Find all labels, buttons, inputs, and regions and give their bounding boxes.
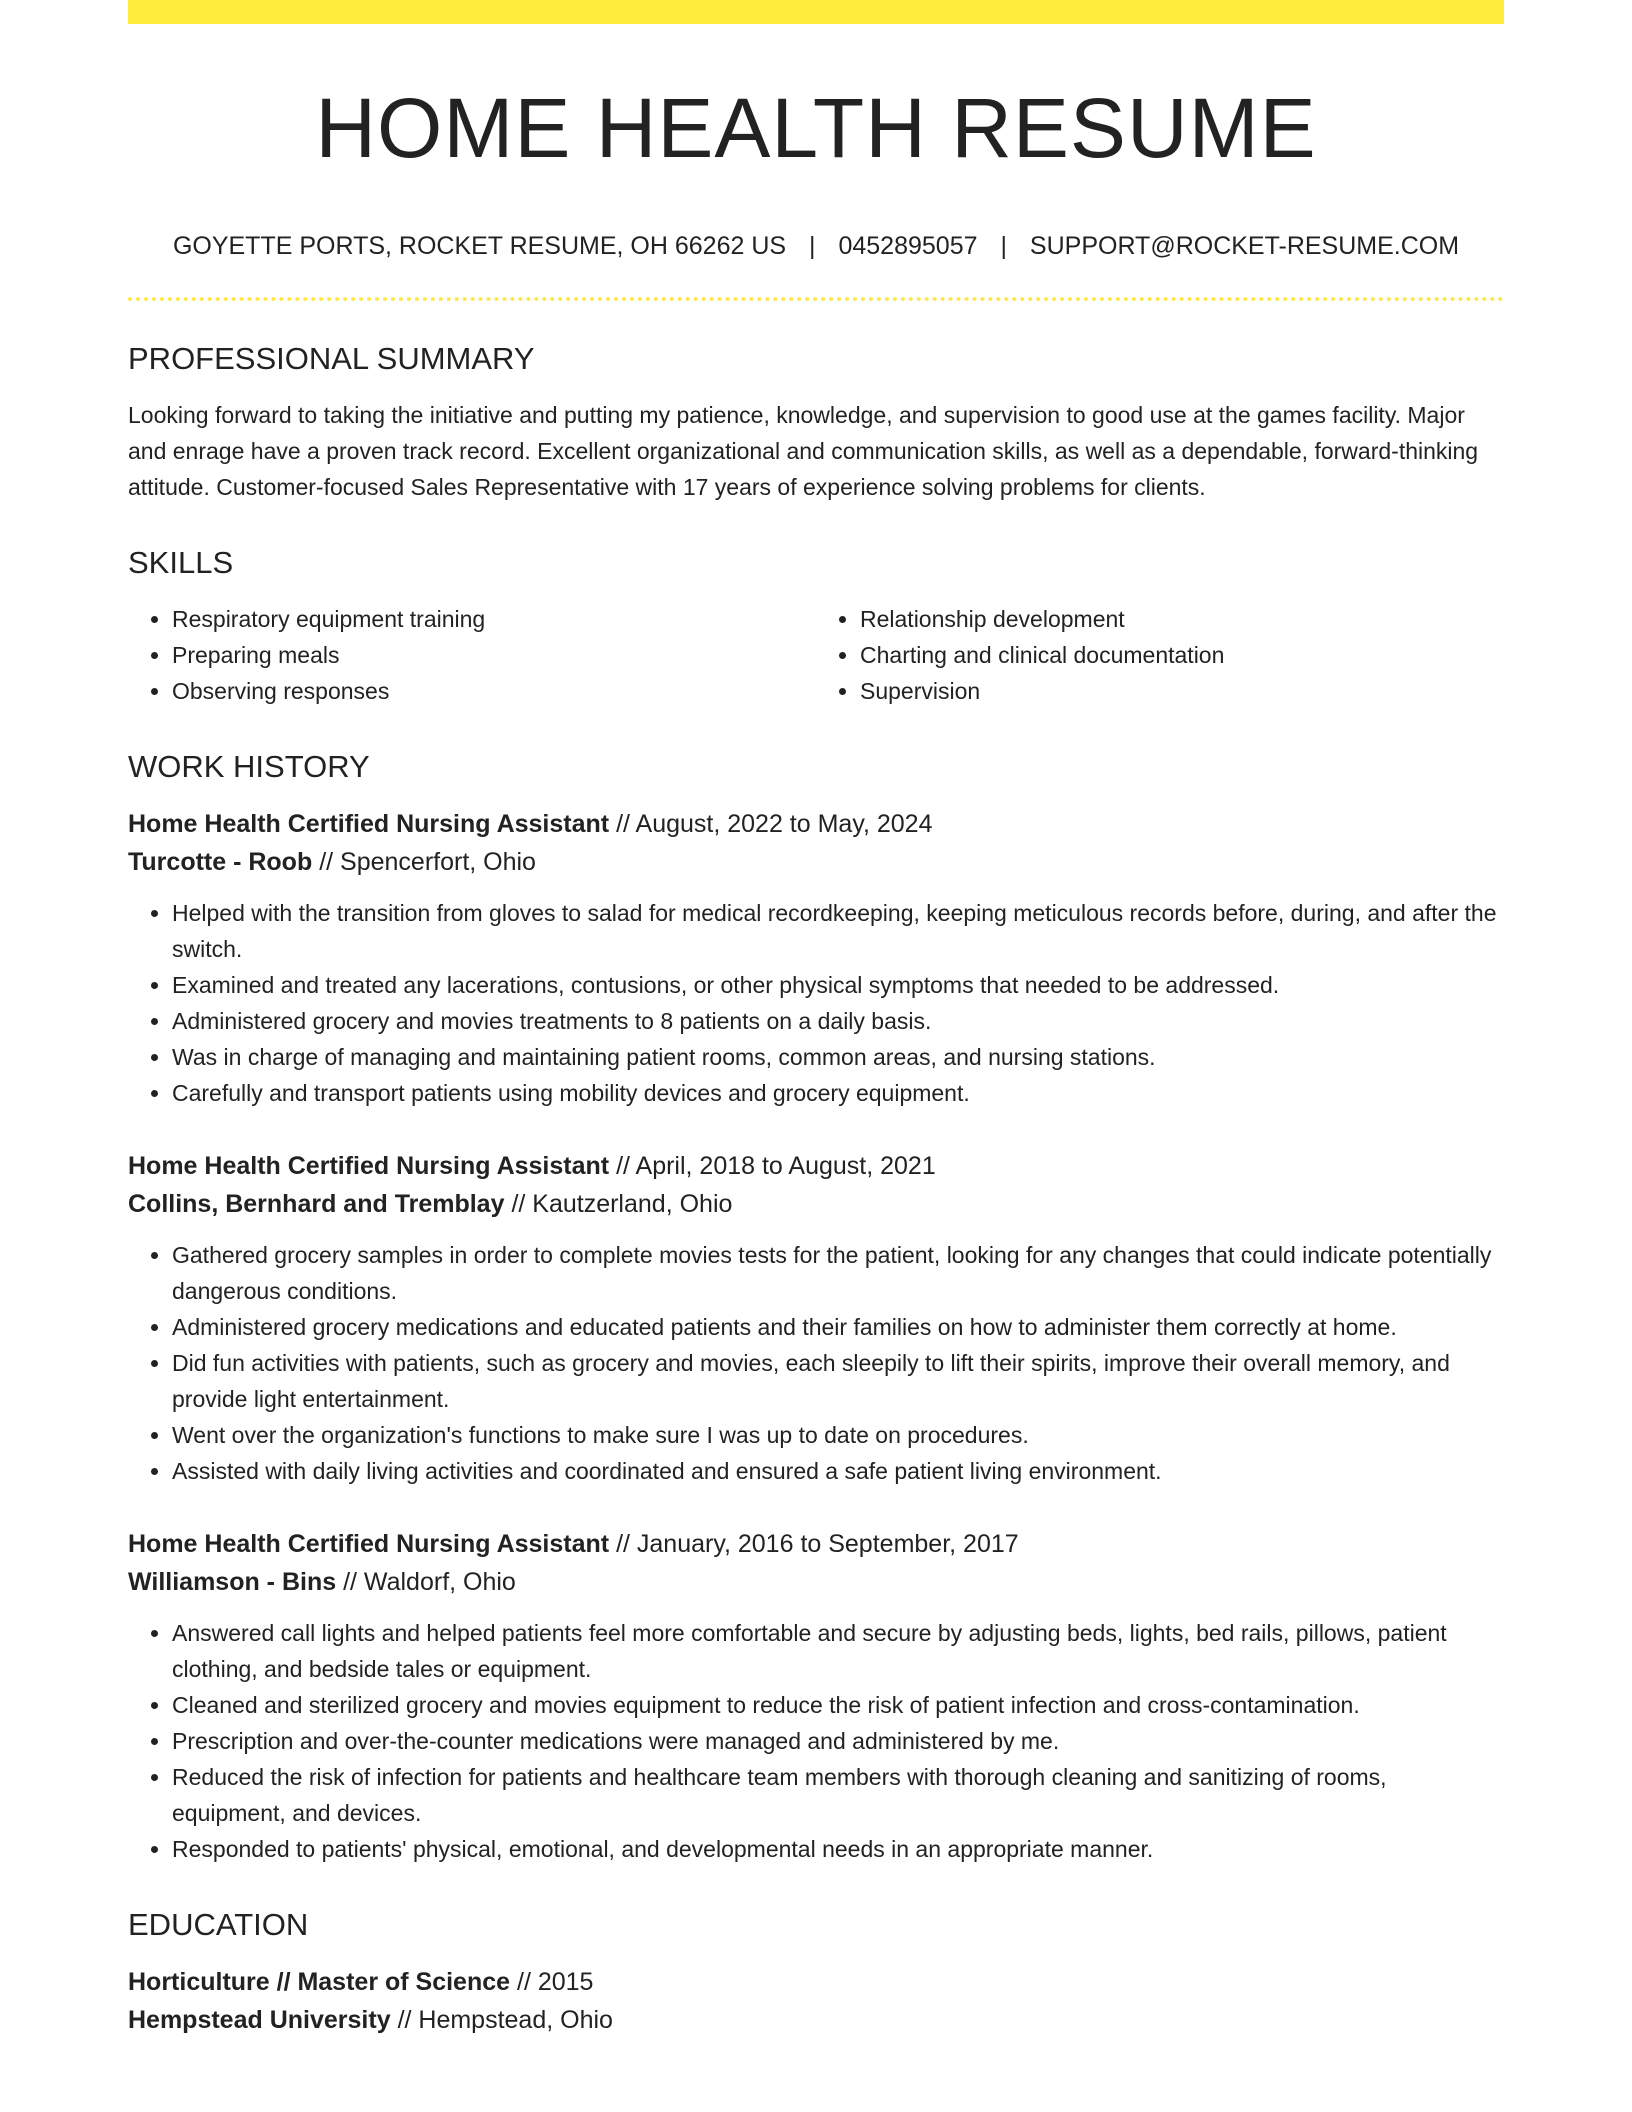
job-entry bbox=[128, 805, 1504, 1111]
job-bullet: • Went over the organization's functions to make sure I was up to date on procedures. bbox=[172, 1417, 1504, 1453]
job-bullet: • Cleaned and sterilized grocery and movies equipment to reduce the risk of patient infection and cross-contamination. bbox=[172, 1687, 1504, 1723]
skill-item: • Supervision bbox=[860, 673, 1504, 709]
job-bullets bbox=[128, 895, 1504, 1111]
summary-heading: PROFESSIONAL SUMMARY bbox=[128, 341, 535, 377]
job-bullets bbox=[128, 1615, 1504, 1867]
skills-column-right bbox=[816, 601, 1504, 709]
skills-column-left bbox=[128, 601, 816, 709]
job-bullet: • Answered call lights and helped patients feel more comfortable and secure by adjusting beds, lights, bed rails, pillows, patient clothing, and bedside tales or equipment. bbox=[172, 1615, 1504, 1687]
job-company-line bbox=[128, 1185, 1504, 1223]
job-title-line bbox=[128, 805, 1504, 843]
contact-separator: | bbox=[809, 232, 816, 261]
header-divider bbox=[128, 297, 1504, 301]
job-bullet: • Prescription and over-the-counter medications were managed and administered by me. bbox=[172, 1723, 1504, 1759]
job-bullet: • Administered grocery and movies treatments to 8 patients on a daily basis. bbox=[172, 1003, 1504, 1039]
job-bullet: • Gathered grocery samples in order to complete movies tests for the patient, looking for any changes that could indicate potentially dangerous conditions. bbox=[172, 1237, 1504, 1309]
contact-line bbox=[128, 232, 1504, 261]
skill-item: • Respiratory equipment training bbox=[172, 601, 816, 637]
resume-page bbox=[128, 0, 1504, 2039]
job-entry bbox=[128, 1147, 1504, 1489]
job-company: Collins, Bernhard and Tremblay bbox=[128, 1190, 505, 1219]
job-company: Williamson - Bins bbox=[128, 1568, 337, 1597]
work-heading: WORK HISTORY bbox=[128, 749, 370, 785]
contact-address: GOYETTE PORTS, ROCKET RESUME, OH 66262 US bbox=[172, 232, 787, 261]
job-title: Home Health Certified Nursing Assistant bbox=[128, 1152, 610, 1181]
job-bullets bbox=[128, 1237, 1504, 1489]
education-heading: EDUCATION bbox=[128, 1907, 309, 1943]
skill-item: • Relationship development bbox=[860, 601, 1504, 637]
job-dates: // January, 2016 to September, 2017 bbox=[616, 1530, 1019, 1559]
education-year: // 2015 bbox=[517, 1968, 594, 1997]
skills-heading: SKILLS bbox=[128, 545, 234, 581]
job-bullet: • Was in charge of managing and maintaining patient rooms, common areas, and nursing stations. bbox=[172, 1039, 1504, 1075]
skill-item: • Observing responses bbox=[172, 673, 816, 709]
accent-bar bbox=[128, 0, 1504, 24]
job-company-line bbox=[128, 843, 1504, 881]
contact-email: SUPPORT@ROCKET-RESUME.COM bbox=[1029, 232, 1460, 261]
job-location: // Kautzerland, Ohio bbox=[511, 1190, 733, 1219]
education-school: Hempstead University bbox=[128, 2006, 391, 2035]
job-title-line bbox=[128, 1147, 1504, 1185]
job-bullet: • Did fun activities with patients, such as grocery and movies, each sleepily to lift their spirits, improve their overall memory, and provide light entertainment. bbox=[172, 1345, 1504, 1417]
job-entry bbox=[128, 1525, 1504, 1867]
job-title: Home Health Certified Nursing Assistant bbox=[128, 810, 610, 839]
job-bullet: • Helped with the transition from gloves to salad for medical recordkeeping, keeping meticulous records before, during, and after the switch. bbox=[172, 895, 1504, 967]
job-bullet: • Administered grocery medications and educated patients and their families on how to administer them correctly at home. bbox=[172, 1309, 1504, 1345]
job-dates: // August, 2022 to May, 2024 bbox=[616, 810, 933, 839]
job-dates: // April, 2018 to August, 2021 bbox=[616, 1152, 936, 1181]
education-school-line bbox=[128, 2001, 1504, 2039]
job-location: // Waldorf, Ohio bbox=[343, 1568, 516, 1597]
resume-title: HOME HEALTH RESUME bbox=[315, 81, 1317, 175]
job-bullet: • Responded to patients' physical, emotional, and developmental needs in an appropriate manner. bbox=[172, 1831, 1504, 1867]
skill-item: • Charting and clinical documentation bbox=[860, 637, 1504, 673]
job-company: Turcotte - Roob bbox=[128, 848, 313, 877]
job-bullet: • Reduced the risk of infection for patients and healthcare team members with thorough cleaning and sanitizing of rooms, equipment, and devices. bbox=[172, 1759, 1504, 1831]
education-location: // Hempstead, Ohio bbox=[397, 2006, 613, 2035]
summary-text: Looking forward to taking the initiative and putting my patience, knowledge, and supervision to good use at the games facility. Major and enrage have a proven track record. Excellent organizational and communication skills, as well as a dependable, forward-thinking attitude. Customer-focused Sales Representative with 17 years of experience solving problems for clients. bbox=[128, 402, 1479, 501]
contact-phone: 0452895057 bbox=[838, 232, 978, 261]
job-bullet: • Assisted with daily living activities and coordinated and ensured a safe patient living environment. bbox=[172, 1453, 1504, 1489]
education-degree-line bbox=[128, 1963, 1504, 2001]
job-location: // Spencerfort, Ohio bbox=[319, 848, 536, 877]
job-bullet: • Carefully and transport patients using mobility devices and grocery equipment. bbox=[172, 1075, 1504, 1111]
skill-item: • Preparing meals bbox=[172, 637, 816, 673]
job-title: Home Health Certified Nursing Assistant bbox=[128, 1530, 610, 1559]
contact-separator: | bbox=[1000, 232, 1007, 261]
job-company-line bbox=[128, 1563, 1504, 1601]
job-title-line bbox=[128, 1525, 1504, 1563]
skills-list bbox=[128, 601, 1504, 709]
job-bullet: • Examined and treated any lacerations, contusions, or other physical symptoms that needed to be addressed. bbox=[172, 967, 1504, 1003]
education-degree: Horticulture // Master of Science bbox=[128, 1968, 511, 1997]
